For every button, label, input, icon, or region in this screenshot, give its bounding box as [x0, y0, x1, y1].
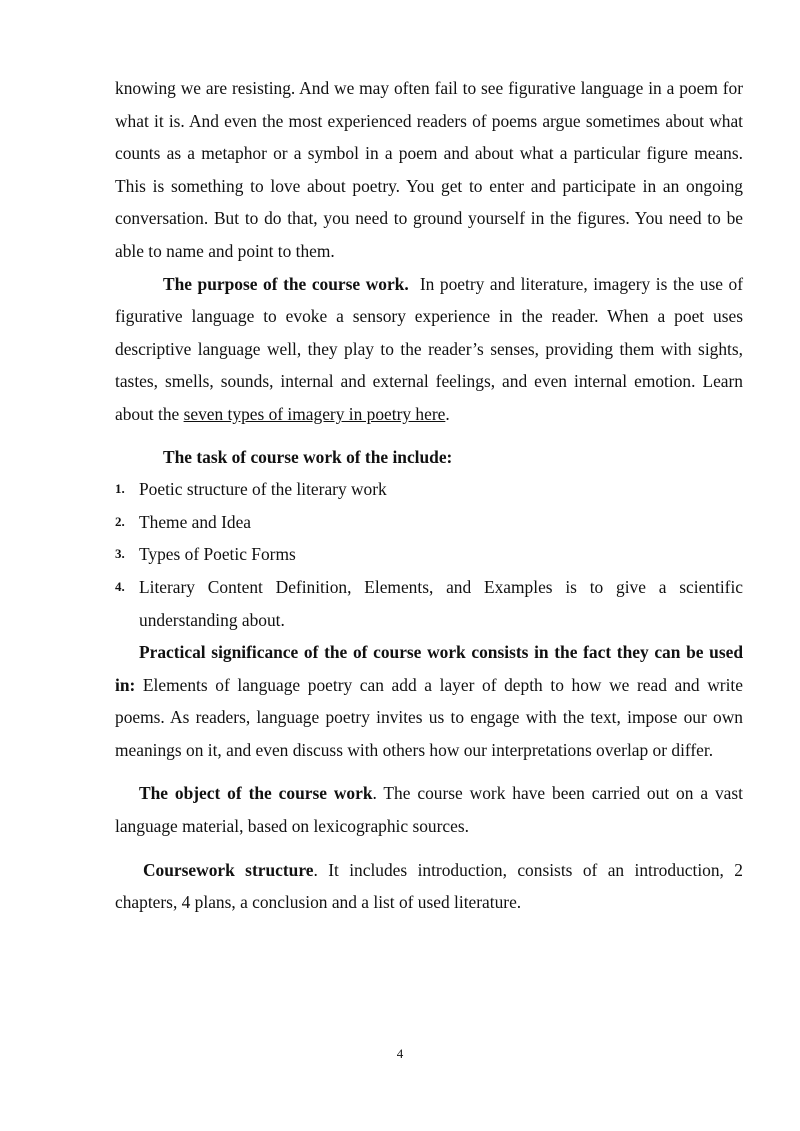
list-number: 2. — [115, 513, 125, 529]
list-item: 4. Literary Content Definition, Elements, and Examples is to give a scientific understanding about. — [115, 571, 743, 636]
structure-text: . It includes introduction, consists of an introduction, 2 chapters, 4 plans, a conclusion and a list of used literature. — [115, 859, 743, 913]
object-heading: The object of the course work — [139, 783, 373, 804]
list-number: 1. — [115, 481, 125, 497]
paragraph-significance — [115, 636, 743, 766]
significance-heading: Practical significance of the of course work consists in the fact they can be used in: — [115, 642, 743, 695]
list-item: 1. Poetic structure of the literary work — [115, 473, 743, 506]
task-list — [115, 473, 743, 636]
paragraph-purpose — [115, 268, 743, 431]
list-number: 4. — [115, 578, 125, 594]
list-number: 3. — [115, 546, 125, 562]
structure-heading: Coursework structure — [143, 859, 314, 880]
paragraph-object — [115, 777, 743, 842]
object-text: . The course work have been carried out on a vast language material, based on lexicographic sources. — [115, 783, 743, 837]
paragraph-intro: knowing we are resisting. And we may often fail to see figurative language in a poem for what it is. And even the most experienced readers of poems argue sometimes about what counts as a metaphor or a symbol in a poem and about what a particular figure means. This is something to love about poetry. You get to enter and participate in an ongoing conversation. But to do that, you need to ground yourself in the figures. You need to be able to name and point to them. — [115, 78, 743, 261]
list-item: 2. Theme and Idea — [115, 506, 743, 539]
purpose-text: In poetry and literature, imagery is the use of figurative language to evoke a sensory experience in the reader. When a poet uses descriptive language well, they play to the reader’s senses, providing them with sights, tastes, smells, sounds, internal and external feelings, and even internal emotion. Learn about the — [115, 273, 743, 424]
page-number: 4 — [396, 1046, 404, 1061]
task-heading: The task of course work of the include: — [163, 446, 453, 467]
purpose-end: . — [445, 403, 450, 424]
purpose-heading: The purpose of the course work. — [163, 273, 409, 294]
body-text — [115, 72, 743, 919]
list-item: 3. Types of Poetic Forms — [115, 538, 743, 571]
imagery-link[interactable]: seven types of imagery in poetry here — [183, 403, 446, 424]
significance-text: Elements of language poetry can add a layer of depth to how we read and write poems. As readers, language poetry invites us to engage with the text, impose our own meanings on it, and even discuss with others how our interpretations overlap or differ. — [115, 674, 743, 760]
paragraph-structure — [115, 854, 743, 919]
